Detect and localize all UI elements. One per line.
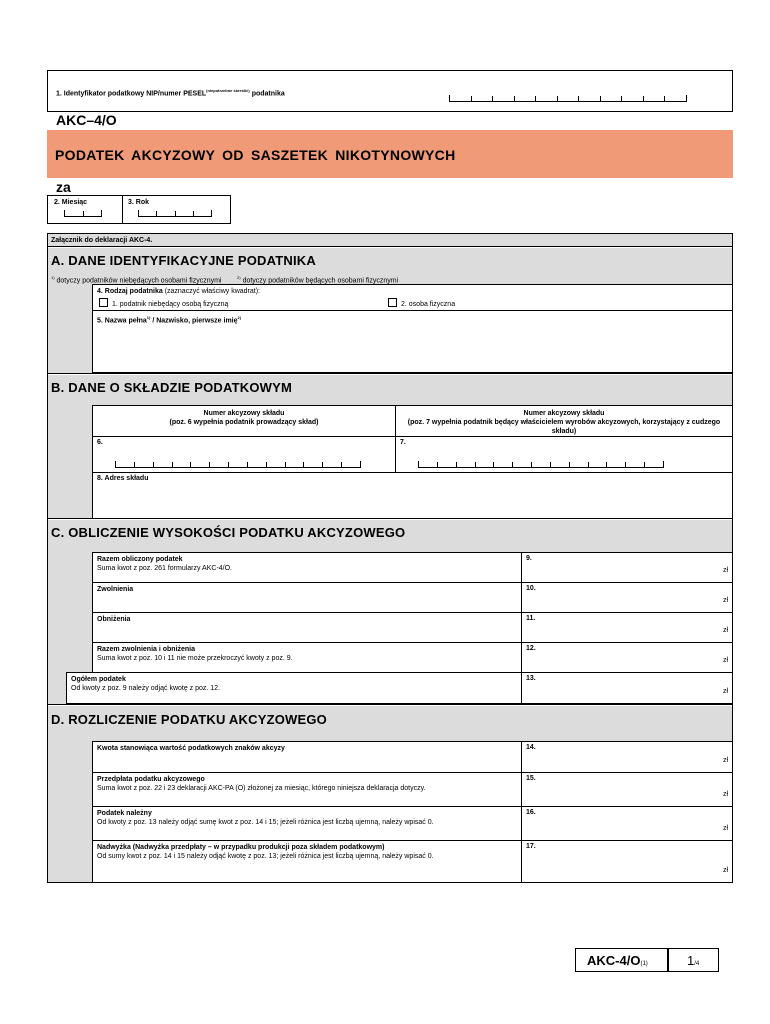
option-legal-person[interactable] — [99, 298, 228, 309]
c-row-1-amount-field[interactable] — [521, 552, 733, 583]
c-row-2-number: 10. — [526, 585, 536, 592]
d-row-3-amount-field[interactable] — [521, 806, 733, 841]
za-label: za — [56, 179, 71, 195]
c-row-1-desc: Suma kwot z poz. 261 formularzy AKC-4/O. — [97, 564, 232, 572]
c-row-3-amount-field[interactable] — [521, 612, 733, 643]
d-row-1-currency: zł — [722, 757, 728, 764]
field-7-label: 7. — [400, 439, 406, 446]
nip-box — [47, 70, 733, 112]
field-4-cell — [92, 284, 733, 311]
footer-page: 1 — [687, 953, 695, 968]
col1-head: Numer akcyzowy składu — [203, 410, 285, 417]
field-6-label: 6. — [97, 439, 103, 446]
d-row-2-currency: zł — [722, 791, 728, 798]
c-row-4-desc: Suma kwot z poz. 10 i 11 nie może przekroczyć kwoty z poz. 9. — [97, 654, 293, 662]
d-row-4-currency: zł — [722, 867, 728, 874]
d-row-1-label-cell — [92, 741, 566, 773]
d-row-2-number: 15. — [526, 775, 536, 782]
month-input-comb[interactable] — [64, 210, 102, 217]
d-row-4-amount-field[interactable] — [521, 840, 733, 883]
field-5-label-2: / Nazwisko, pierwsze imię — [152, 317, 238, 325]
footer-page-box — [668, 948, 719, 972]
c-row-5-number: 13. — [526, 675, 536, 682]
note-2: dotyczy podatników będących osobami fizycznymi — [242, 277, 399, 285]
d-row-4-title: Nadwyżka (Nadwyżka przedpłaty – w przypadku produkcji poza składem podatkowym) — [97, 844, 385, 851]
section-a-title: A. DANE IDENTYFIKACYJNE PODATNIKA — [51, 253, 316, 268]
checkbox-legal-person[interactable] — [99, 298, 108, 307]
c-row-5-desc: Od kwoty z poz. 9 należy odjąć kwotę z poz. 12. — [71, 684, 221, 692]
c-row-5-label-cell — [66, 672, 566, 704]
c-row-3-label-cell — [92, 612, 566, 643]
col2-sub: (poz. 7 wypełnia podatnik będący właścicielem wyrobów akcyzowych, korzystający z cudzego składu) — [407, 419, 721, 435]
col1-sub: (poz. 6 wypełnia podatnik prowadzący skład) — [169, 419, 319, 426]
field-8-cell[interactable] — [92, 472, 733, 519]
d-row-3-title: Podatek należny — [97, 810, 152, 817]
c-row-5-title: Ogółem podatek — [71, 676, 126, 683]
field-4-label: 4. Rodzaj podatnika — [97, 288, 163, 295]
field-6-cell[interactable] — [92, 436, 396, 473]
annex-note: Załącznik do deklaracji AKC-4. — [51, 237, 153, 244]
year-input-comb[interactable] — [138, 210, 212, 217]
note-1: dotyczy podatników niebędących osobami fizycznymi — [56, 277, 222, 285]
nip-label-text: 1. Identyfikator podatkowy NIP/numer PESEL — [56, 90, 207, 98]
d-row-2-amount-field[interactable] — [521, 772, 733, 807]
form-frame — [47, 233, 733, 883]
c-row-1-currency: zł — [722, 567, 728, 574]
d-row-4-desc: Od sumy kwot z poz. 14 i 15 należy odjąć kwotę z poz. 13; jeżeli różnica jest liczbą ujemną, należy wpisać 0. — [97, 852, 434, 860]
d-row-4-label-cell — [92, 840, 566, 883]
c-row-4-label-cell — [92, 642, 566, 673]
c-row-3-currency: zł — [722, 627, 728, 634]
period-box — [47, 195, 231, 224]
d-row-2-label-cell — [92, 772, 566, 807]
nip-label — [56, 86, 285, 98]
field-7-cell[interactable] — [395, 436, 733, 473]
month-label: 2. Miesiąc — [54, 199, 88, 206]
field-7-comb[interactable] — [418, 461, 664, 468]
section-d — [48, 706, 732, 882]
d-row-3-number: 16. — [526, 809, 536, 816]
c-row-3-title: Obniżenia — [97, 616, 131, 623]
field-4-hint: (zaznaczyć właściwy kwadrat): — [164, 288, 260, 295]
c-row-2-title: Zwolnienia — [97, 586, 134, 593]
footer-page-of: /4 — [694, 961, 700, 967]
c-row-2-currency: zł — [722, 597, 728, 604]
d-row-1-number: 14. — [526, 744, 536, 751]
year-label: 3. Rok — [128, 199, 150, 206]
d-row-1-title: Kwota stanowiąca wartość podatkowych znaków akcyzy — [97, 745, 285, 752]
field-5-cell[interactable]: 5. Nazwa pełna$^{1)}$ / Nazwisko, pierwsze imię$^{2)}$ — [92, 310, 733, 373]
c-row-5-amount-field[interactable] — [521, 672, 733, 704]
c-row-1-title: Razem obliczony podatek — [97, 556, 183, 563]
section-a-notes: $^{1)}$ dotyczy podatników niebędących osobami fizycznymi $^{2)}$ dotyczy podatników będących osobami fizycznymi — [51, 275, 399, 285]
c-row-5-currency: zł — [722, 688, 728, 695]
nip-note: (niepotrzebne skreślić) — [206, 88, 250, 93]
field-8-label: 8. Adres składu — [97, 475, 149, 482]
title-band — [47, 130, 733, 178]
c-row-4-title: Razem zwolnienia i obniżenia — [97, 646, 196, 653]
form-title: PODATEK AKCYZOWY OD SASZETEK NIKOTYNOWYCH — [55, 147, 456, 163]
option-natural-person[interactable] — [388, 298, 455, 309]
c-row-2-label-cell — [92, 582, 566, 613]
d-row-1-amount-field[interactable] — [521, 741, 733, 773]
footer-code-box — [575, 948, 668, 972]
d-row-3-currency: zł — [722, 825, 728, 832]
c-row-4-number: 12. — [526, 645, 536, 652]
checkbox-natural-person[interactable] — [388, 298, 397, 307]
option-legal-person-label: 1. podatnik niebędący osobą fizyczną — [112, 301, 229, 308]
d-row-2-title: Przedpłata podatku akcyzowego — [97, 776, 205, 783]
section-b — [48, 375, 732, 519]
form-code: AKC–4/O — [56, 112, 117, 128]
d-row-3-desc: Od kwoty z poz. 13 należy odjąć sumę kwot z poz. 14 i 15; jeżeli różnica jest liczbą ujemną, należy wpisać 0. — [97, 818, 434, 826]
footer-code: AKC-4/O — [587, 953, 641, 968]
d-row-2-desc: Suma kwot z poz. 22 i 23 deklaracji AKC-PA (O) złożonej za miesiąc, którego niniejsza deklaracja dotyczy. — [97, 784, 426, 792]
section-c-title: C. OBLICZENIE WYSOKOŚCI PODATKU AKCYZOWEGO — [51, 525, 406, 540]
c-row-2-amount-field[interactable] — [521, 582, 733, 613]
c-row-3-number: 11. — [526, 615, 536, 622]
section-c — [48, 520, 732, 705]
c-row-1-label-cell — [92, 552, 566, 583]
section-b-title: B. DANE O SKŁADZIE PODATKOWYM — [51, 380, 292, 395]
section-a — [48, 248, 732, 374]
d-row-4-number: 17. — [526, 843, 536, 850]
footer-version: (1) — [640, 961, 648, 967]
field-5-label: 5. Nazwa pełna — [97, 317, 147, 325]
section-d-title: D. ROZLICZENIE PODATKU AKCYZOWEGO — [51, 712, 327, 727]
col2-head: Numer akcyzowy składu — [523, 410, 605, 417]
c-row-4-currency: zł — [722, 657, 728, 664]
nip-input-comb[interactable] — [449, 95, 687, 102]
c-row-1-number: 9. — [526, 555, 532, 562]
d-row-3-label-cell — [92, 806, 566, 841]
nip-suffix: podatnika — [251, 90, 285, 98]
c-row-4-amount-field[interactable] — [521, 642, 733, 673]
field-6-comb[interactable] — [115, 461, 361, 468]
option-natural-person-label: 2. osoba fizyczna — [401, 301, 456, 308]
